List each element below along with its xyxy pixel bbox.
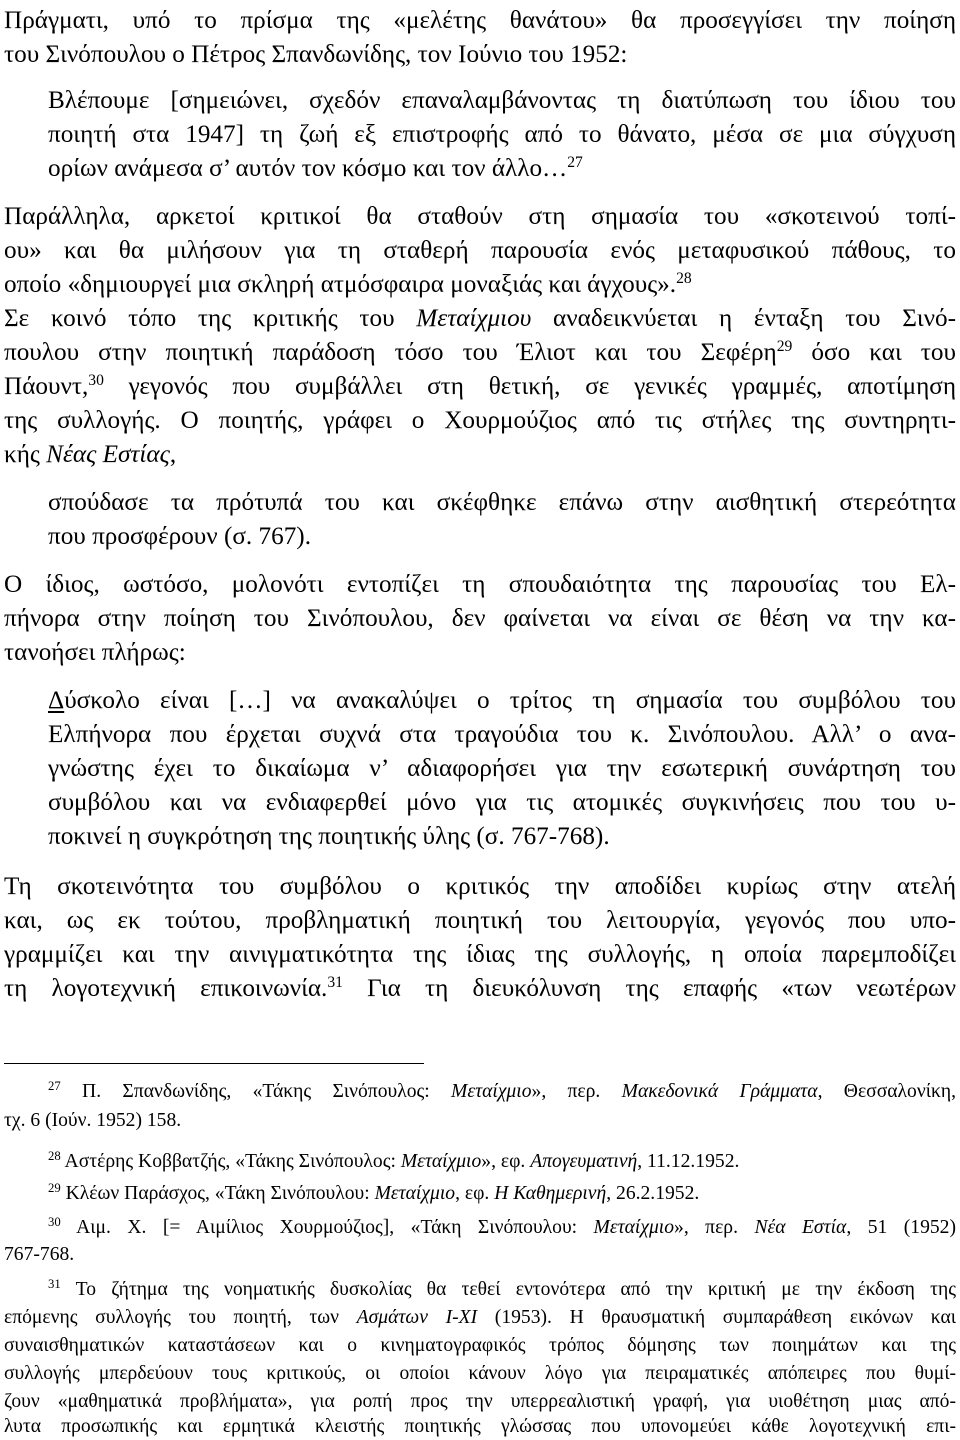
paragraph-4-line-1: Τη σκοτεινότητα του συμβόλου ο κριτικός την αποδίδει κυρίως στην ατελή: [4, 873, 956, 900]
quote-3-line-4: συμβόλου και να ενδιαφερθεί μόνο για τις ατομικές συγκινήσεις που του υ-: [48, 789, 956, 816]
footnote-30-text-b: », περ.: [674, 1217, 755, 1238]
footnote-31-text-2a: επόμενης συλλογής του ποιητή, των: [4, 1307, 357, 1328]
quote-3-line-2: Ελπήνορα που έρχεται συχνά στα τραγούδια του κ. Σινόπουλου. Αλλ’ ο ανα-: [48, 721, 956, 748]
paragraph-2-line-4-text-b: αναδεικνύεται η ένταξη του Σινό-: [531, 305, 956, 332]
footnote-27-line-1: [48, 1079, 956, 1105]
quote-3-line-3: γνώστης έχει το δικαίωμα ν’ αδιαφορήσει για την εσωτερική συνάρτηση του: [48, 755, 956, 782]
footnote-30-text-a: Αιμ. Χ. [= Αιμίλιος Χουρμούζιος], «Τάκη Σινόπουλου:: [60, 1217, 594, 1238]
book-title-metaichmio: Μεταίχμιου: [416, 305, 532, 332]
footnote-31-text-2b: (1953). Η θραυσματική συμπαράθεση εικόνων και: [477, 1307, 956, 1328]
footnote-29-italic-1: Μεταίχμιο: [374, 1183, 456, 1204]
footnote-28-text-c: , 11.12.1952.: [637, 1151, 740, 1172]
paragraph-3-line-2: πήνορα στην ποίηση του Σινόπουλου, δεν φαίνεται να είναι σε θέση να την κα-: [4, 605, 956, 632]
footnote-29: [48, 1181, 956, 1207]
footnote-31-number: 31: [48, 1277, 61, 1291]
footnote-30-italic-1: Μεταίχμιο: [593, 1217, 675, 1238]
quote-2-line-1: σπούδασε τα πρότυπά του και σκέφθηκε επάνω στην αισθητική στερεότητα: [48, 489, 956, 516]
quote-3-initial: Δ: [48, 687, 65, 714]
footnote-28-text-b: », εφ.: [481, 1151, 531, 1172]
paragraph-2-line-3-text: οποίο «δημιουργεί μια σκληρή ατμόσφαιρα μοναξιάς και άγχους».: [4, 271, 677, 298]
quote-3-line-1-text: ύσκολο είναι […] να ανακαλύψει ο τρίτος τη σημασία του συμβόλου του: [64, 687, 956, 714]
paragraph-2-line-1: Παράλληλα, αρκετοί κριτικοί θα σταθούν στη σημασία του «σκοτεινού τοπί-: [4, 203, 956, 230]
footnote-30-number: 30: [48, 1215, 61, 1229]
paragraph-4-line-2: και, ως εκ τούτου, προβληματική ποιητική του λειτουργία, γεγονός που υπο-: [4, 907, 956, 934]
paragraph-2-line-8-text-b: ,: [169, 441, 177, 468]
paragraph-2-line-4-text-a: Σε κοινό τόπο της κριτικής του: [4, 305, 417, 332]
footnote-27-italic-2: Μακεδονικά Γράμματα: [621, 1081, 818, 1102]
quote-3-line-5: ποκινεί η συγκρότηση της ποιητικής ύλης (σ. 767-768).: [48, 823, 610, 850]
footnote-27-line-2: τχ. 6 (Ιούν. 1952) 158.: [4, 1110, 182, 1131]
footnote-31-line-1: [48, 1277, 956, 1303]
footnote-ref-31[interactable]: 31: [327, 974, 343, 992]
paragraph-4-line-4-text-b: Για τη διευκόλυνση της επαφής «των νεωτέρων: [342, 975, 956, 1002]
paragraph-2-line-5: [4, 336, 956, 370]
footnote-28-number: 28: [48, 1149, 61, 1163]
footnote-29-text-a: Κλέων Παράσχος, «Τάκη Σινόπουλου:: [60, 1183, 375, 1204]
footnote-31-line-3: συναισθηματικών καταστάσεων και ο κινηματογραφικός τρόπος δόμησης των ποιημάτων και της: [4, 1335, 956, 1356]
footnote-31-line-5: ζουν «μαθηματικά προβλήματα», για ροπή προς την υπερρεαλιστική γραφή, για υιοθέτηση μιας από-: [4, 1391, 956, 1412]
footnote-27-text-a: Π. Σπανδωνίδης, «Τάκης Σινόπουλος:: [60, 1081, 452, 1102]
quote-1-line-2: ποιητή στα 1947] τη ζωή εξ επιστροφής από το θάνατο, μέσα σε μια σύγχυση: [48, 121, 956, 148]
footnote-27-italic-1: Μεταίχμιο: [451, 1081, 532, 1102]
footnote-31-line-4: συλλογής μπερδεύουν τους κριτικούς, οι οποίοι κάνουν λόγο για πειραματικές απόπειρες που θυμί-: [4, 1363, 956, 1384]
footnote-31-line-2: [4, 1305, 956, 1331]
paragraph-3-line-1: Ο ίδιος, ωστόσο, μολονότι εντοπίζει τη σπουδαιότητα της παρουσίας του Ελ-: [4, 571, 956, 598]
quote-1-line-3: [48, 152, 956, 186]
footnote-ref-27[interactable]: 27: [567, 154, 583, 172]
footnote-ref-28[interactable]: 28: [676, 270, 692, 288]
footnote-28-italic-1: Μεταίχμιο: [400, 1151, 482, 1172]
paragraph-2-line-5-text-b: όσο και του: [792, 339, 956, 366]
footnote-30-text-c: , 51 (1952): [846, 1217, 956, 1238]
quote-1-line-1: Βλέπουμε [σημειώνει, σχεδόν επαναλαμβάνοντας τη διατύπωση του ίδιου του: [48, 87, 956, 114]
paragraph-4-line-4-text-a: τη λογοτεχνική επικοινωνία.: [4, 975, 328, 1002]
paragraph-2-line-5-text-a: πουλου στην ποιητική παράδοση τόσο του Έλιοτ και του Σεφέρη: [4, 339, 777, 366]
footnote-separator: [4, 1063, 424, 1064]
paragraph-2-line-2: ου» και θα μιλήσουν για τη σταθερή παρουσία ενός μεταφυσικού πάθους, το: [4, 237, 956, 264]
footnote-27-text-c: , Θεσσαλονίκη,: [817, 1081, 957, 1102]
paragraph-2-line-8-text-a: κής: [4, 441, 47, 468]
footnote-ref-29[interactable]: 29: [776, 338, 793, 356]
paragraph-2-line-6-text-b: γεγονός που συμβάλλει στη θετική, σε γενικές γραμμές, αποτίμηση: [103, 373, 956, 400]
footnote-ref-30[interactable]: 30: [88, 372, 104, 390]
quote-1-line-3-text: ορίων ανάμεσα σ’ αυτόν τον κόσμο και τον άλλο…: [48, 155, 568, 182]
paragraph-4-line-3: γραμμίζει και την αινιγματικότητα της ίδιας της συλλογής, η οποία παρεμποδίζει: [4, 941, 956, 968]
paragraph-1-line-1: Πράγματι, υπό το πρίσμα της «μελέτης θανάτου» θα προσεγγίσει την ποίηση: [4, 7, 956, 34]
footnote-31-italic: Ασμάτων Ι-ΧΙ: [356, 1307, 478, 1328]
paragraph-4-line-4: [4, 972, 956, 1006]
journal-title-nea-estia: Νέας Εστίας: [46, 441, 170, 468]
footnote-29-number: 29: [48, 1181, 61, 1195]
paragraph-2-line-6-text-a: Πάουντ,: [4, 373, 89, 400]
footnote-28: [48, 1149, 956, 1175]
quote-3-line-1: [48, 684, 956, 718]
footnote-30-line-2: 767-768.: [4, 1244, 75, 1265]
footnote-29-text-c: , 26.2.1952.: [606, 1183, 700, 1204]
footnote-29-italic-2: Η Καθημερινή: [494, 1183, 607, 1204]
paragraph-2-line-7: της συλλογής. Ο ποιητής, γράφει ο Χουρμούζιος από τις στήλες της συντηρητι-: [4, 407, 956, 434]
footnote-30-line-1: [48, 1215, 956, 1241]
paragraph-1-line-2: του Σινόπουλου ο Πέτρος Σπανδωνίδης, τον Ιούνιο του 1952:: [4, 41, 628, 68]
footnote-28-italic-2: Απογευματινή: [530, 1151, 638, 1172]
paragraph-2-line-8: [4, 438, 956, 472]
footnote-30-italic-2: Νέα Εστία: [754, 1217, 847, 1238]
footnote-27-number: 27: [48, 1079, 61, 1093]
footnote-28-text-a: Αστέρης Κοββατζής, «Τάκης Σινόπουλος:: [60, 1151, 401, 1172]
paragraph-2-line-6: [4, 370, 956, 404]
paragraph-2-line-3: [4, 268, 956, 302]
quote-2-line-2: που προσφέρουν (σ. 767).: [48, 523, 311, 550]
footnote-31-text-1: Το ζήτημα της νοηματικής δυσκολίας θα τεθεί εντονότερα από την κριτική με την έκδοση της: [60, 1279, 956, 1300]
footnote-27-text-b: », περ.: [531, 1081, 622, 1102]
paragraph-2-line-4: [4, 302, 956, 336]
footnote-31-line-6: λυτα προσωπικής και ερμητικά κλειστής ποιητικής γλώσσας που υπονομεύει κάθε λογοτεχνική επι-: [4, 1416, 956, 1437]
paragraph-3-line-3: τανοήσει πλήρως:: [4, 639, 186, 666]
footnote-29-text-b: , εφ.: [455, 1183, 495, 1204]
